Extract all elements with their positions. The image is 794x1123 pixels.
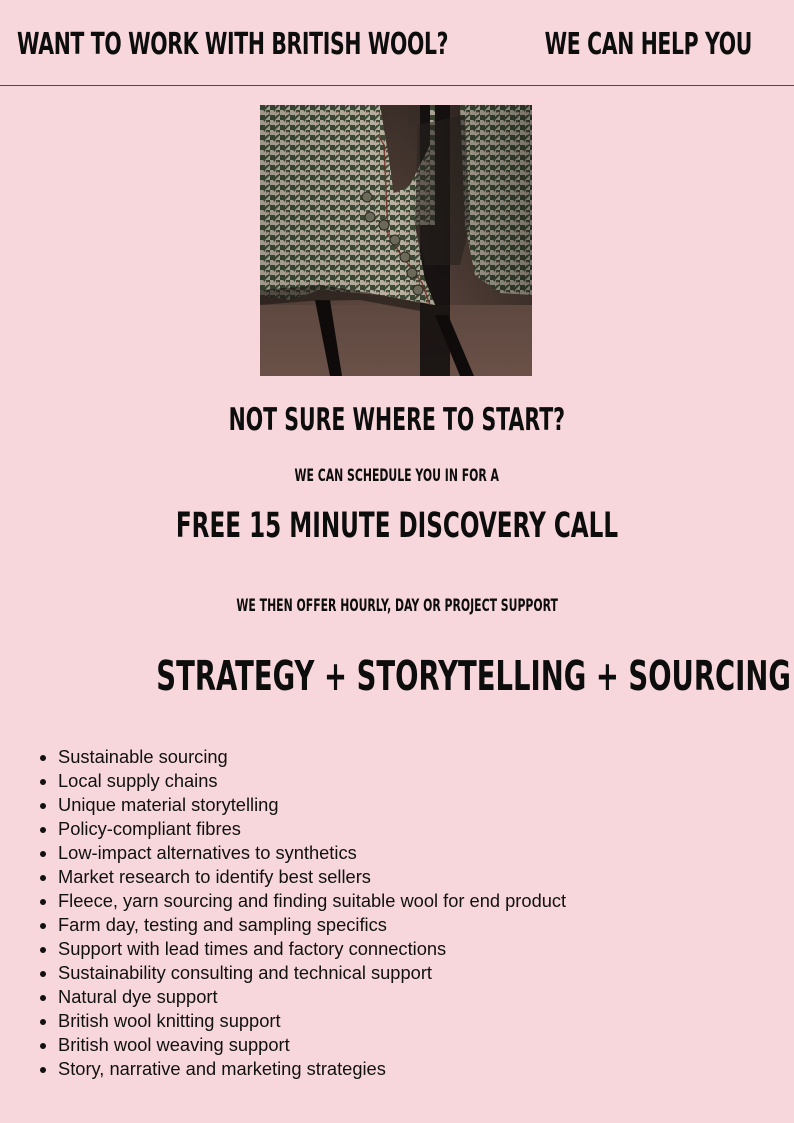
page-header — [0, 0, 794, 86]
discovery-call-heading — [0, 506, 794, 546]
schedule-text-label: WE CAN SCHEDULE YOU IN FOR A — [294, 466, 500, 486]
list-item: • Market research to identify best sellers — [58, 865, 566, 889]
list-item: • Local supply chains — [58, 769, 566, 793]
services-list — [38, 745, 566, 1081]
list-item: • British wool knitting support — [58, 1009, 566, 1033]
houndstooth-tweed-jacket-photo — [260, 105, 532, 376]
list-item: • Story, narrative and marketing strategies — [58, 1057, 566, 1081]
list-item: • Natural dye support — [58, 985, 566, 1009]
list-item: • Policy-compliant fibres — [58, 817, 566, 841]
list-item: • Sustainable sourcing — [58, 745, 566, 769]
discovery-call-heading-text: FREE 15 MINUTE DISCOVERY CALL — [175, 506, 619, 546]
pillars-heading-text: STRATEGY + STORYTELLING + SOURCING — [156, 652, 791, 700]
tweed-jacket-photo — [260, 105, 532, 376]
list-item: • Support with lead times and factory connections — [58, 937, 566, 961]
start-heading-text: NOT SURE WHERE TO START? — [228, 402, 566, 438]
schedule-text — [0, 466, 794, 486]
header-tagline: WE CAN HELP YOU — [544, 27, 752, 62]
header-title: WANT TO WORK WITH BRITISH WOOL? — [17, 27, 449, 62]
list-item: • British wool weaving support — [58, 1033, 566, 1057]
list-item: • Sustainability consulting and technical support — [58, 961, 566, 985]
list-item: • Farm day, testing and sampling specifics — [58, 913, 566, 937]
start-heading — [0, 402, 794, 438]
list-item: • Unique material storytelling — [58, 793, 566, 817]
list-item: • Low-impact alternatives to synthetics — [58, 841, 566, 865]
offer-text-label: WE THEN OFFER HOURLY, DAY OR PROJECT SUPPORT — [236, 596, 558, 616]
offer-text — [0, 596, 794, 616]
list-item: • Fleece, yarn sourcing and finding suitable wool for end product — [58, 889, 566, 913]
pillars-heading — [0, 652, 794, 700]
